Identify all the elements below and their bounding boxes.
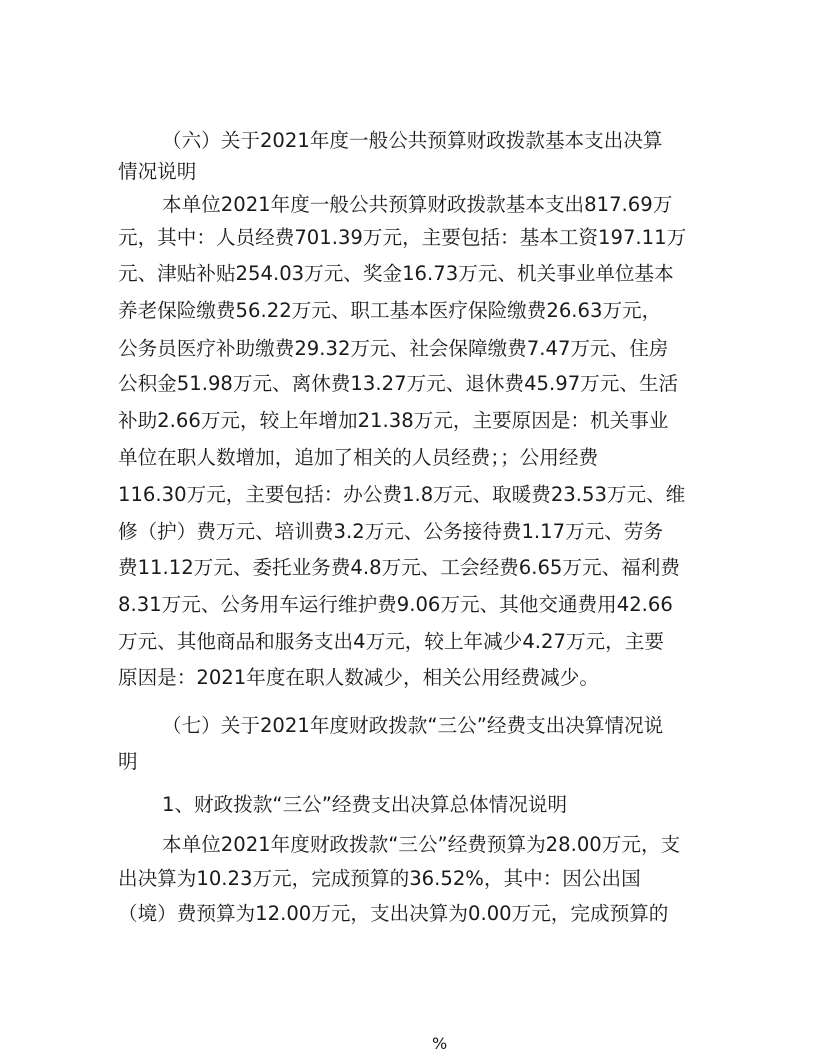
subsection-1-title: 1、财政拨款“三公”经费支出决算总体情况说明 <box>162 793 568 816</box>
section-6-body-line: 原因是：2021年度在职人数减少，相关公用经费减少。 <box>118 666 599 689</box>
section-6-body-line: 公务员医疗补助缴费29.32万元、社会保障缴费7.47万元、住房 <box>118 337 669 360</box>
section-6-body-line: 费11.12万元、委托业务费4.8万元、工会经费6.65万元、福利费 <box>118 556 680 579</box>
section-6-body-line: 万元、其他商品和服务支出4万元，较上年减少4.27万元，主要 <box>118 630 664 653</box>
section-6-body-line: 补助2.66万元，较上年增加21.38万元，主要原因是：机关事业 <box>118 409 669 432</box>
section-6-heading-line-2: 情况说明 <box>118 160 197 183</box>
section-6-body-line: 单位在职人数增加，追加了相关的人员经费；；公用经费 <box>118 446 599 469</box>
page-number-mark: % <box>432 1034 448 1053</box>
section-6-heading-line-1: （六）关于2021年度一般公共预算财政拨款基本支出决算 <box>162 129 663 152</box>
section-7-heading-line-1: （七）关于2021年度财政拨款“三公”经费支出决算情况说 <box>162 714 664 737</box>
section-6-body-line: 修（护）费万元、培训费3.2万元、公务接待费1.17万元、劳务 <box>118 520 664 543</box>
subsection-1-body-line: 出决算为10.23万元，完成预算的36.52%，其中：因公出国 <box>118 867 641 890</box>
section-6-body-line: 8.31万元、公务用车运行维护费9.06万元、其他交通费用42.66 <box>118 593 673 616</box>
section-6-body-line: 公积金51.98万元、离休费13.27万元、退休费45.97万元、生活 <box>118 372 679 395</box>
section-6-body-line: 116.30万元，主要包括：办公费1.8万元、取暖费23.53万元、维 <box>118 483 686 506</box>
section-6-body-line: 元、津贴补贴254.03万元、奖金16.73万元、机关事业单位基本 <box>118 262 674 285</box>
section-6-body-line: 本单位2021年度一般公共预算财政拨款基本支出817.69万 <box>162 193 673 216</box>
subsection-1-body-line: 本单位2021年度财政拨款“三公”经费预算为28.00万元，支 <box>162 833 681 856</box>
section-7-heading-line-2: 明 <box>118 750 138 773</box>
subsection-1-body-line: （境）费预算为12.00万元，支出决算为0.00万元，完成预算的 <box>118 902 669 925</box>
section-6-body-line: 元，其中：人员经费701.39万元，主要包括：基本工资197.11万 <box>118 226 687 249</box>
section-6-body-line: 养老保险缴费56.22万元、职工基本医疗保险缴费26.63万元， <box>118 299 662 322</box>
